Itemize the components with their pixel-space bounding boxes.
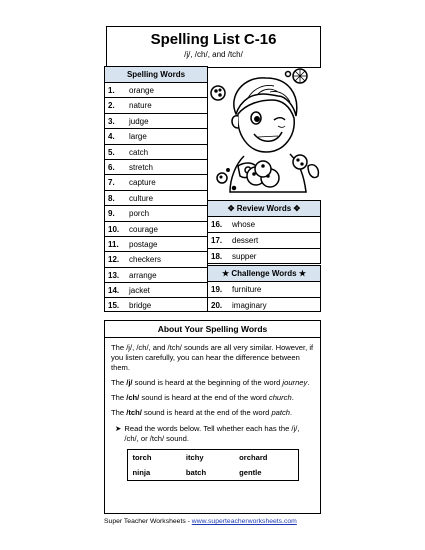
word-row bbox=[208, 233, 320, 249]
word-number: 17. bbox=[211, 236, 223, 245]
word-row bbox=[208, 217, 320, 233]
word-text: porch bbox=[129, 209, 150, 219]
challenge-words-list bbox=[208, 282, 320, 314]
word-row bbox=[208, 298, 320, 314]
footer-link[interactable]: www.superteacherworksheets.com bbox=[191, 518, 297, 525]
spelling-words-list bbox=[105, 83, 207, 314]
word-number: 10. bbox=[108, 224, 120, 234]
review-words-list bbox=[208, 217, 320, 265]
spelling-words-table bbox=[104, 66, 208, 312]
word-number: 11. bbox=[108, 239, 119, 249]
sound-word: ninja bbox=[132, 468, 151, 477]
word-row bbox=[105, 206, 207, 221]
word-number: 18. bbox=[211, 252, 223, 261]
instruction bbox=[111, 424, 314, 444]
word-text: catch bbox=[129, 147, 149, 157]
word-row bbox=[208, 249, 320, 265]
sound-word: gentle bbox=[239, 468, 262, 477]
word-number: 14. bbox=[108, 286, 120, 296]
review-words-heading: ✥ Review Words ✥ bbox=[208, 201, 320, 217]
word-row bbox=[105, 129, 207, 144]
word-text: checkers bbox=[129, 255, 162, 265]
word-row bbox=[105, 191, 207, 206]
page-title: Spelling List C-16 bbox=[150, 31, 277, 48]
word-number: 9. bbox=[108, 209, 115, 219]
word-row bbox=[105, 145, 207, 160]
word-number: 20. bbox=[211, 301, 223, 310]
about-tch-sound: The /tch/ sound is heard at the end of the word patch. bbox=[111, 408, 293, 417]
word-text: furniture bbox=[232, 285, 262, 294]
word-text: nature bbox=[129, 101, 152, 111]
word-number: 6. bbox=[108, 162, 115, 172]
word-row bbox=[105, 283, 207, 298]
about-title: About Your Spelling Words bbox=[105, 324, 320, 338]
page-subtitle: /j/, /ch/, and /tch/ bbox=[184, 50, 243, 59]
word-text: orange bbox=[129, 86, 154, 95]
word-row bbox=[105, 268, 207, 283]
word-text: arrange bbox=[129, 270, 157, 280]
about-section bbox=[104, 320, 321, 514]
challenge-words-table bbox=[207, 265, 321, 312]
word-number: 5. bbox=[108, 147, 115, 157]
spelling-words-heading: Spelling Words bbox=[105, 67, 207, 83]
about-j-sound: The /j/ sound is heard at the beginning of the word journey. bbox=[111, 378, 310, 387]
word-row bbox=[105, 222, 207, 237]
word-number: 3. bbox=[108, 116, 115, 126]
word-number: 4. bbox=[108, 132, 115, 142]
cookie-icon bbox=[211, 86, 225, 100]
word-text: stretch bbox=[129, 162, 154, 172]
word-row bbox=[105, 83, 207, 98]
about-intro: The /j/, /ch/, and /tch/ sounds are all very similar. However, if you listen carefully, you can hear the difference between them. bbox=[111, 343, 314, 372]
arrow-icon: ➤ bbox=[115, 424, 122, 433]
word-text: supper bbox=[232, 252, 257, 261]
sound-word: orchard bbox=[239, 453, 268, 462]
word-text: judge bbox=[129, 116, 149, 126]
word-text: bridge bbox=[129, 301, 152, 311]
word-row bbox=[105, 298, 207, 313]
word-number: 8. bbox=[108, 193, 115, 203]
word-row bbox=[208, 282, 320, 298]
footer-text: Super Teacher Worksheets - bbox=[104, 518, 192, 525]
about-ch-sound: The /ch/ sound is heard at the end of the word church. bbox=[111, 393, 294, 402]
lemon-icon bbox=[308, 165, 318, 178]
word-text: whose bbox=[232, 220, 256, 229]
word-number: 13. bbox=[108, 270, 120, 280]
word-text: large bbox=[129, 132, 147, 142]
word-number: 16. bbox=[211, 220, 223, 229]
footer bbox=[104, 518, 297, 525]
word-row bbox=[105, 237, 207, 252]
word-number: 19. bbox=[211, 285, 223, 294]
word-text: jacket bbox=[129, 286, 150, 296]
girl-eating-illustration bbox=[208, 66, 323, 196]
sound-word: itchy bbox=[185, 453, 204, 462]
challenge-words-heading: ★ Challenge Words ★ bbox=[208, 266, 320, 282]
word-text: dessert bbox=[232, 236, 259, 245]
sound-word-grid bbox=[127, 449, 299, 481]
word-number: 1. bbox=[108, 86, 115, 95]
word-number: 2. bbox=[108, 101, 115, 111]
word-text: capture bbox=[129, 178, 156, 188]
review-words-table bbox=[207, 200, 321, 264]
word-text: courage bbox=[129, 224, 158, 234]
instruction-text: Read the words below. Tell whether each has the /j/, /ch/, or /tch/ sound. bbox=[124, 424, 300, 443]
lemon-slice-icon bbox=[293, 69, 307, 83]
word-row bbox=[105, 114, 207, 129]
word-text: postage bbox=[129, 239, 158, 249]
title-box bbox=[106, 26, 321, 68]
word-text: imaginary bbox=[232, 301, 267, 310]
word-row bbox=[105, 175, 207, 190]
word-number: 7. bbox=[108, 178, 115, 188]
word-number: 15. bbox=[108, 301, 120, 311]
sound-word: batch bbox=[185, 468, 207, 477]
word-row bbox=[105, 252, 207, 267]
word-text: culture bbox=[129, 193, 154, 203]
word-row bbox=[105, 160, 207, 175]
sound-word: torch bbox=[132, 453, 152, 462]
word-number: 12. bbox=[108, 255, 120, 265]
word-row bbox=[105, 98, 207, 113]
